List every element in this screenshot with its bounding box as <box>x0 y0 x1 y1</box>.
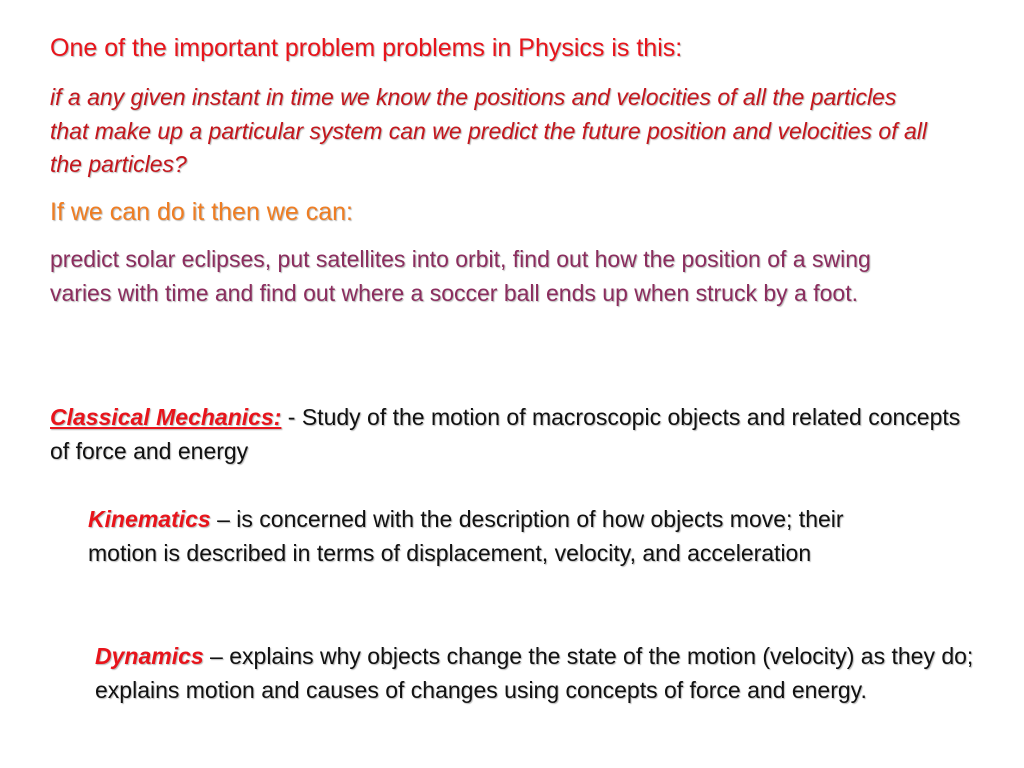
dynamics-definition <box>95 640 975 707</box>
kinematics-body: – is concerned with the description of how objects move; their motion is described in terms of displacement, velocity, and acceleration <box>88 506 844 566</box>
kinematics-term: Kinematics <box>88 506 211 532</box>
slide-heading: One of the important problem problems in Physics is this: <box>50 34 683 62</box>
classical-mechanics-definition <box>50 400 980 468</box>
applications-text: predict solar eclipses, put satellites into orbit, find out how the position of a swing varies with time and find out where a soccer ball ends up when struck by a foot. <box>50 246 871 306</box>
dynamics-term: Dynamics <box>95 643 204 669</box>
physics-question: if a any given instant in time we know the positions and velocities of all the particles that make up a particular system can we predict the future position and velocities of all the particles? <box>50 84 928 177</box>
kinematics-definition <box>88 503 908 570</box>
classical-mechanics-body: - Study of the motion of macroscopic objects and related concepts of force and energy <box>50 404 961 464</box>
if-we-can-heading: If we can do it then we can: <box>50 198 353 226</box>
dynamics-body: – explains why objects change the state of the motion (velocity) as they do; explains motion and causes of changes using concepts of force and energy. <box>95 643 974 703</box>
classical-mechanics-term: Classical Mechanics: <box>50 404 282 430</box>
